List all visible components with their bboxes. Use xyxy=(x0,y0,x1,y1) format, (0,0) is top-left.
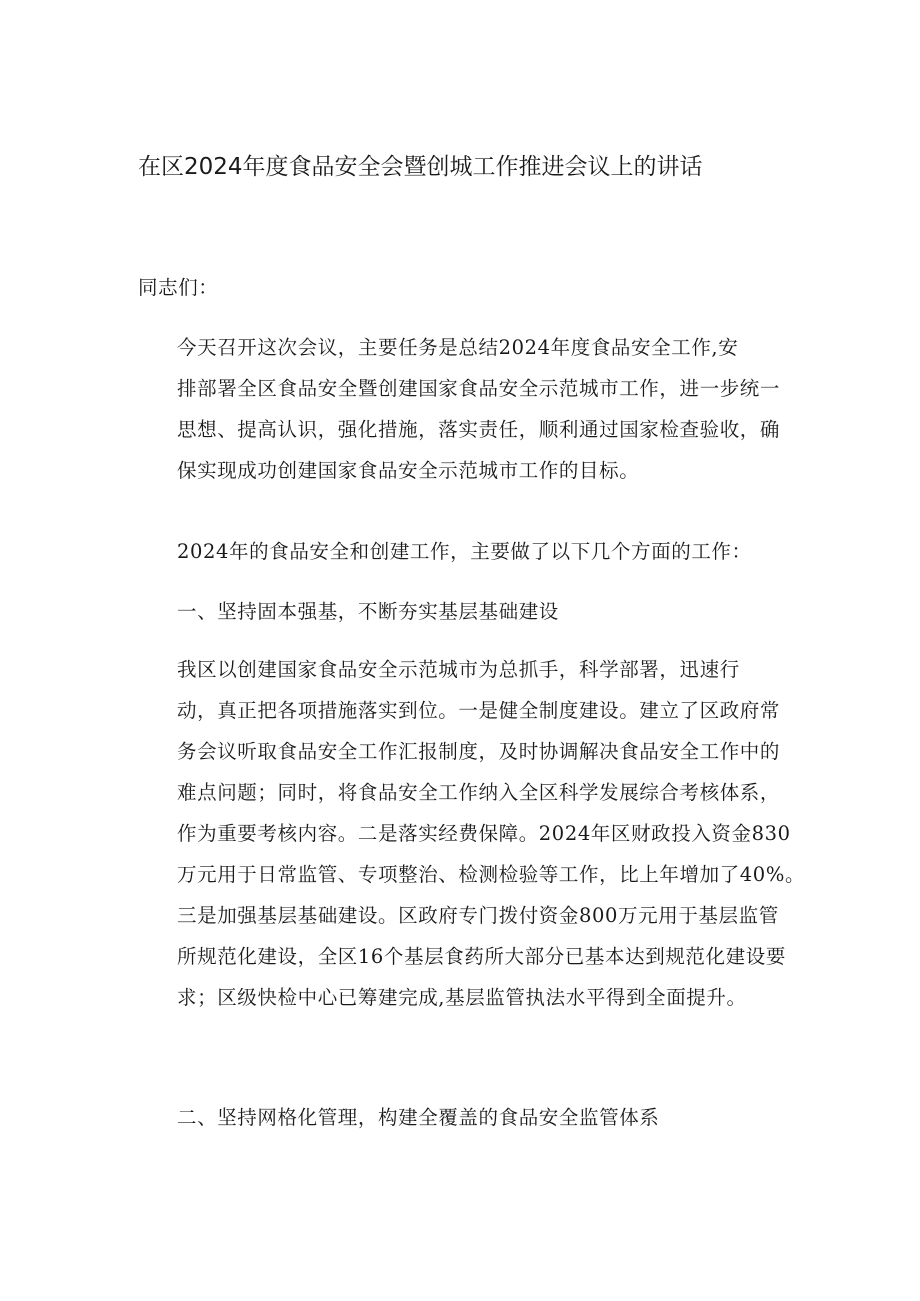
paragraph-line: 作为重要考核内容。二是落实经费保障。2024年区财政投入资金830 xyxy=(177,822,791,845)
document-title: 在区2024年度食品安全会暨创城工作推进会议上的讲话 xyxy=(138,154,703,180)
paragraph-section-1 xyxy=(138,649,806,1018)
paragraph-line: 所规范化建设，全区16个基层食药所大部分已基本达到规范化建设要 xyxy=(177,945,786,968)
paragraph-line: 三是加强基层基础建设。区政府专门拨付资金800万元用于基层监管 xyxy=(177,904,779,927)
paragraph-line: 排部署全区食品安全暨创建国家食品安全示范城市工作，进一步统一 xyxy=(177,377,781,400)
salutation: 同志们： xyxy=(138,276,219,299)
paragraph-line: 保实现成功创建国家食品安全示范城市工作的目标。 xyxy=(177,459,640,482)
paragraph-opening xyxy=(138,327,788,491)
paragraph-line: 务会议听取食品安全工作汇报制度，及时协调解决食品安全工作中的 xyxy=(177,740,781,763)
paragraph-line: 思想、提高认识，强化措施，落实责任，顺利通过国家检查验收，确 xyxy=(177,418,781,441)
section-heading-2: 二、坚持网格化管理，构建全覆盖的食品安全监管体系 xyxy=(177,1106,660,1129)
paragraph-line: 难点问题；同时，将食品安全工作纳入全区科学发展综合考核体系， xyxy=(177,781,781,804)
paragraph-line: 求；区级快检中心已筹建完成,基层监管执法水平得到全面提升。 xyxy=(177,986,747,1009)
paragraph-line: 万元用于日常监管、专项整治、检测检验等工作，比上年增加了40%。 xyxy=(177,863,806,886)
section-heading-1: 一、坚持固本强基，不断夯实基层基础建设 xyxy=(177,600,559,623)
paragraph-line: 今天召开这次会议，主要任务是总结2024年度食品安全工作,安 xyxy=(177,336,739,359)
paragraph-line: 我区以创建国家食品安全示范城市为总抓手，科学部署，迅速行 xyxy=(177,658,740,681)
paragraph-line: 动，真正把各项措施落实到位。一是健全制度建设。建立了区政府常 xyxy=(177,699,781,722)
paragraph-summary-intro: 2024年的食品安全和创建工作，主要做了以下几个方面的工作： xyxy=(177,540,752,563)
